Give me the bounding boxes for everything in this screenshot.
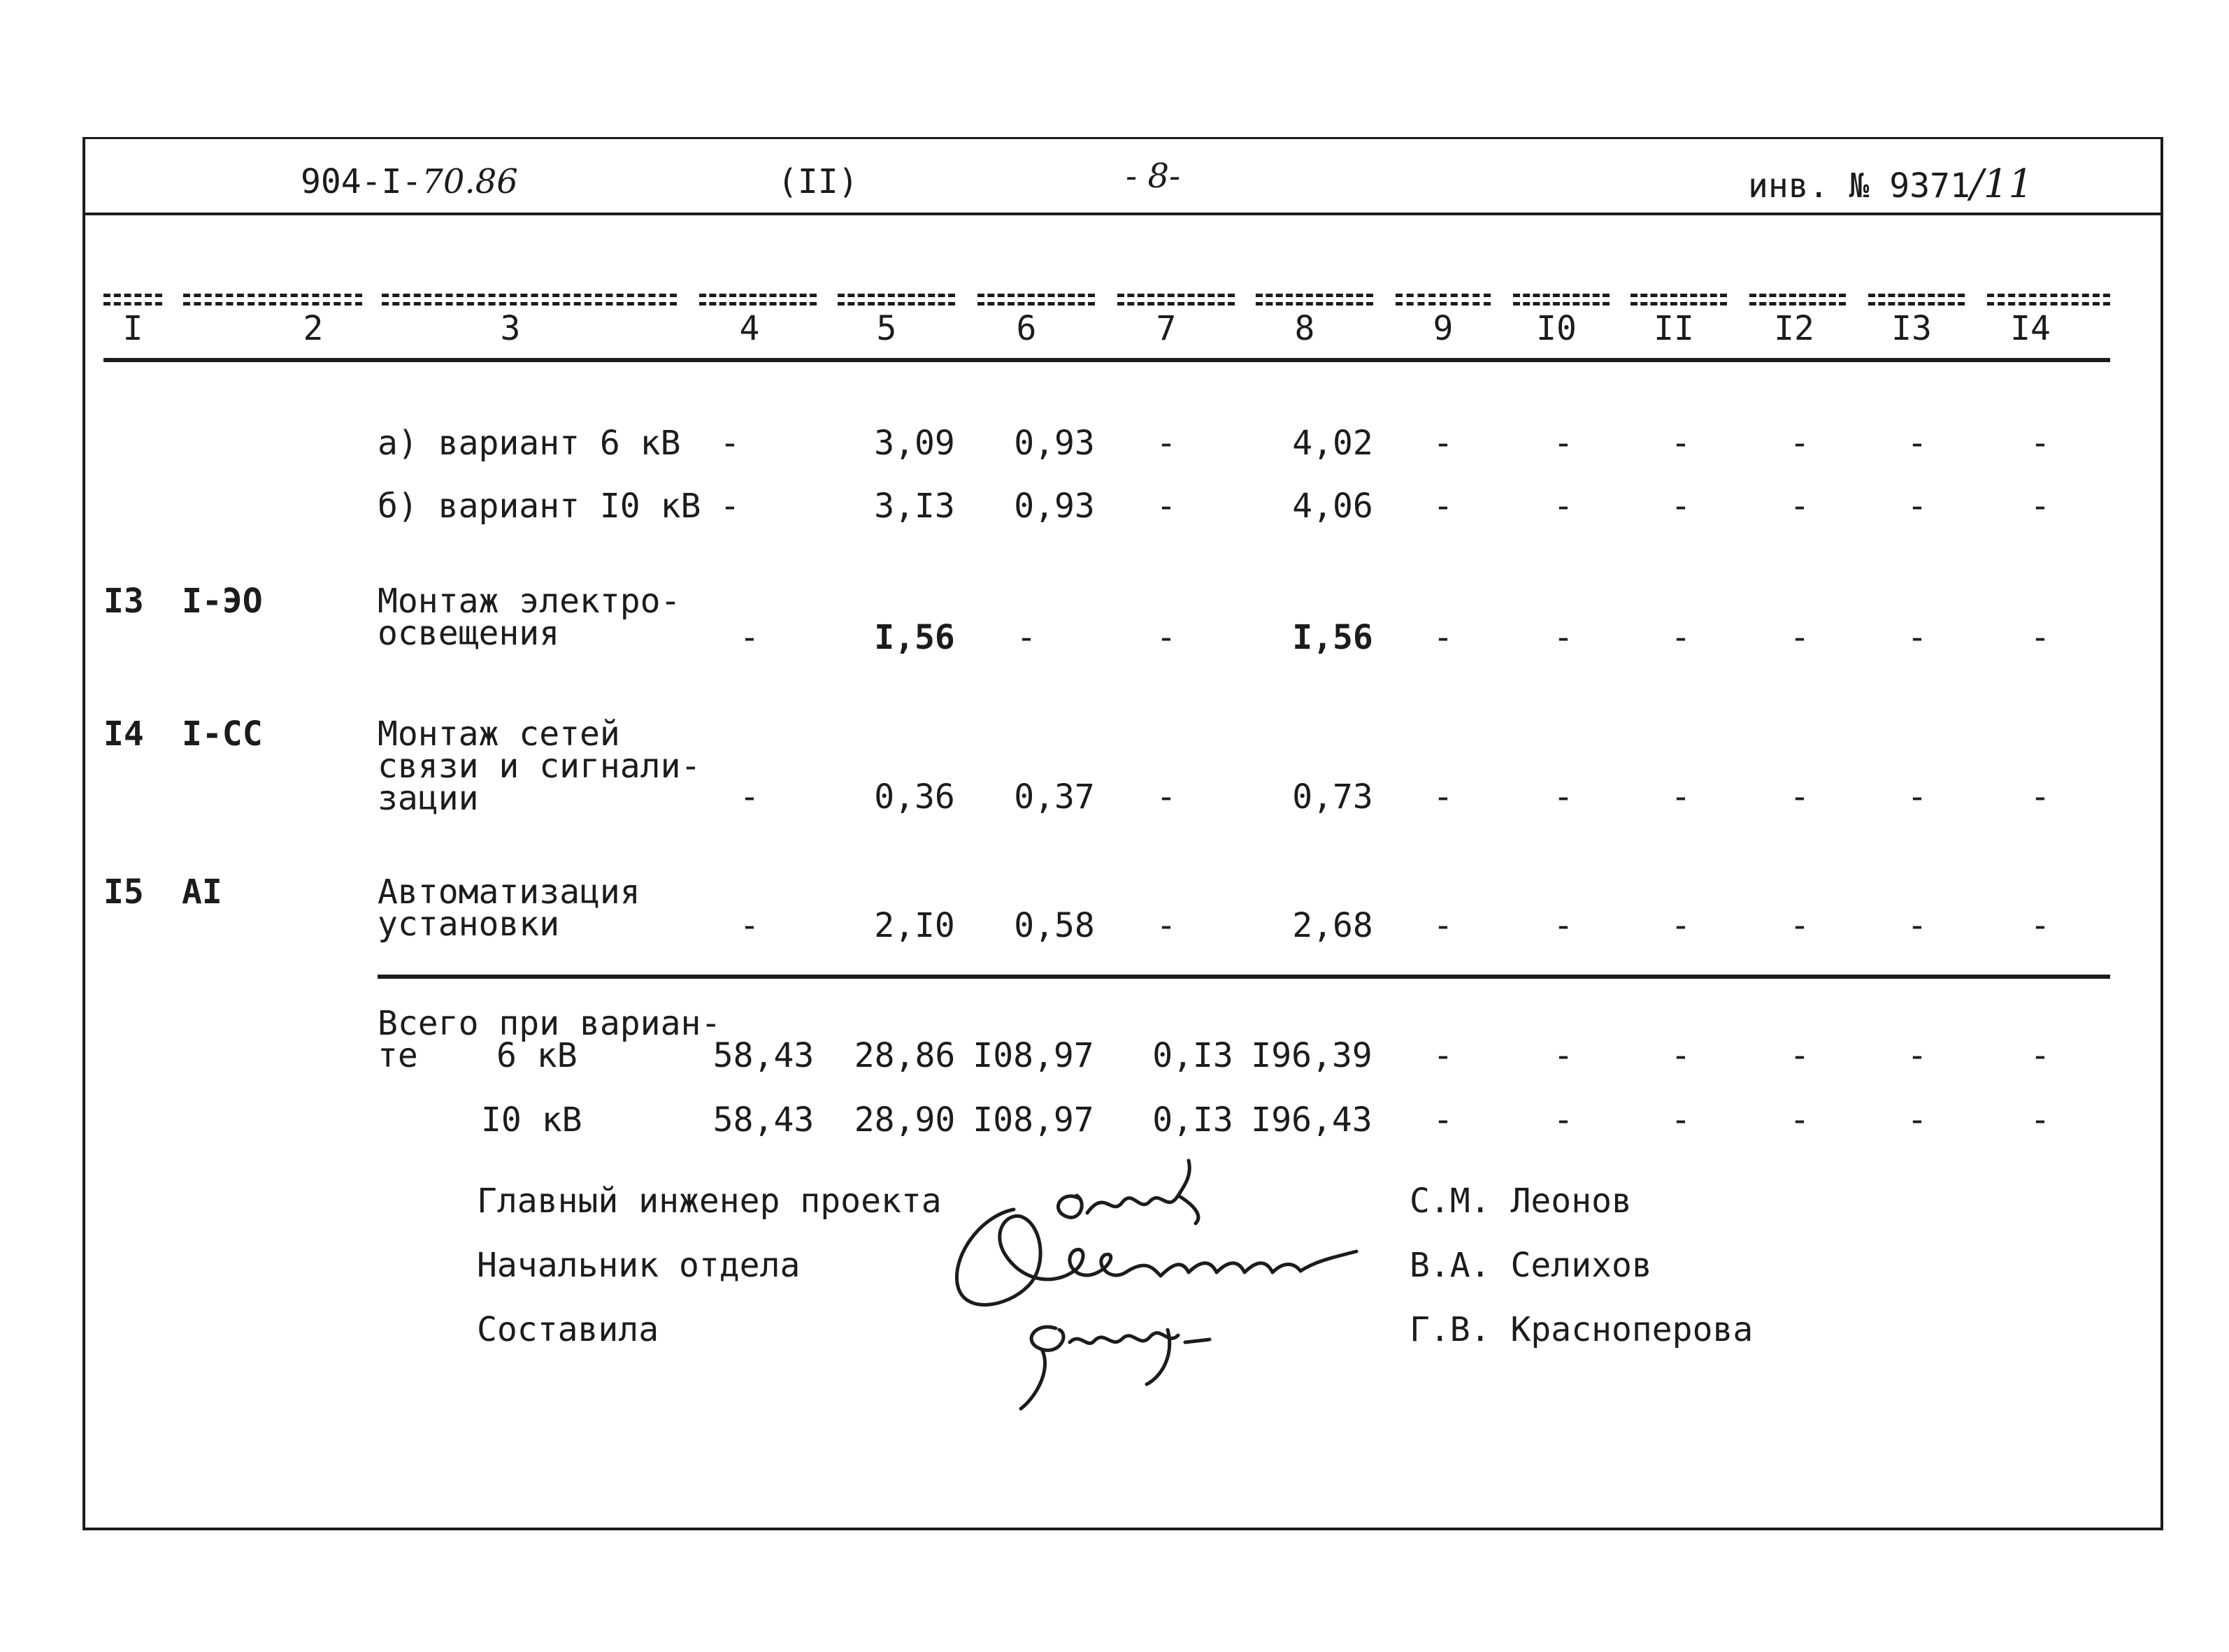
totals-col6: I08,97 [973,1100,1094,1140]
cell-col7: - [1156,906,1177,945]
totals-col9: - [1433,1036,1454,1075]
cell-col13: - [1907,618,1928,657]
signature-name: Г.В. Красноперова [1410,1310,1754,1349]
totals-col6: I08,97 [973,1036,1094,1075]
cell-col11: - [1670,424,1691,463]
column-header-10: I0 [1536,309,1577,348]
totals-col14: - [2030,1036,2051,1075]
cell-col14: - [2030,424,2051,463]
column-header-dash-12 [1749,302,1846,306]
row-name-line: связи и сигнали- [378,747,701,786]
cell-col8: I,56 [1292,618,1373,657]
totals-col8: I96,39 [1251,1036,1372,1075]
totals-col5: 28,86 [854,1036,956,1075]
row-name-line: а) вариант 6 кВ [378,424,681,463]
column-header-dash-2 [183,294,362,297]
cell-col13: - [1907,777,1928,817]
column-header-dash-1 [103,294,162,297]
totals-rule [378,975,2110,979]
totals-label-line2: те [378,1036,418,1075]
column-header-dash-6 [977,294,1095,297]
cell-col10: - [1553,424,1574,463]
column-header-dash-2 [183,302,362,306]
totals-col4: 58,43 [712,1036,815,1075]
cell-col6: 0,58 [1014,906,1095,945]
row-name-line: Монтаж электро- [378,582,681,621]
cell-col11: - [1670,487,1691,526]
column-header-1: I [122,309,143,348]
totals-col13: - [1907,1100,1928,1140]
cell-col10: - [1553,618,1574,657]
column-header-dash-5 [838,294,955,297]
cell-col5: 0,36 [874,777,955,817]
cell-col11: - [1670,618,1691,657]
cell-col11: - [1670,777,1691,817]
column-header-dash-5 [838,302,955,306]
row-name-line: Автоматизация [378,872,640,912]
signature-name: В.А. Селихов [1410,1246,1652,1285]
column-header-14: I4 [2010,309,2051,348]
cell-col9: - [1433,618,1454,657]
row-name-line: зации [378,779,479,818]
totals-col12: - [1789,1100,1810,1140]
column-header-dash-7 [1117,302,1235,306]
cell-col6: 0,37 [1014,777,1095,817]
cell-col6: - [1016,618,1037,657]
totals-col11: - [1670,1100,1691,1140]
row-code: I-СС [182,714,263,754]
signature-name: С.М. Леонов [1410,1181,1632,1221]
totals-col8: I96,43 [1251,1100,1372,1140]
cell-col7: - [1156,487,1177,526]
column-header-dash-8 [1256,302,1373,306]
column-header-dash-11 [1630,302,1727,306]
column-header-11: II [1654,309,1694,348]
cell-col9: - [1433,424,1454,463]
cell-col14: - [2030,487,2051,526]
cell-col4: - [739,618,760,657]
column-header-3: 3 [500,309,521,348]
row-number: I4 [103,714,144,754]
signature-role: Начальник отдела [477,1246,801,1285]
totals-variant: 6 кВ [496,1036,578,1075]
column-header-13: I3 [1891,309,1932,348]
handwritten-signatures [937,1147,1440,1412]
row-name-line: б) вариант I0 кВ [378,487,701,526]
totals-label-line1: Всего при вариан- [378,1004,722,1043]
totals-col4: 58,43 [712,1100,815,1140]
totals-variant: I0 кВ [481,1100,582,1140]
cell-col8: 0,73 [1292,777,1373,817]
column-header-8: 8 [1294,309,1315,348]
column-header-4: 4 [739,309,760,348]
totals-col12: - [1789,1036,1810,1075]
column-header-6: 6 [1016,309,1037,348]
row-code: АI [182,872,222,912]
row-code: I-ЭО [182,582,263,621]
part-number: (II) [777,162,859,201]
cell-col10: - [1553,777,1574,817]
row-name-line: освещения [378,614,560,653]
cell-col13: - [1907,487,1928,526]
totals-col5: 28,90 [854,1100,956,1140]
cell-col8: 2,68 [1292,906,1373,945]
header-rule [83,213,2160,215]
cell-col13: - [1907,906,1928,945]
totals-col7: 0,I3 [1152,1100,1233,1140]
column-header-dash-4 [699,294,817,297]
cell-col12: - [1789,424,1810,463]
cell-col7: - [1156,777,1177,817]
column-header-dash-13 [1868,302,1965,306]
doc-number: 904-I-70.86 [301,162,518,201]
cell-col12: - [1789,906,1810,945]
column-header-7: 7 [1156,309,1177,348]
signature-chief-engineer [1059,1161,1198,1223]
cell-col10: - [1553,487,1574,526]
column-header-12: I2 [1774,309,1814,348]
totals-col10: - [1553,1100,1574,1140]
cell-col5: 2,I0 [874,906,955,945]
column-header-dash-7 [1117,294,1235,297]
cell-col9: - [1433,487,1454,526]
cell-col12: - [1789,487,1810,526]
column-header-dash-9 [1396,294,1491,297]
cell-col12: - [1789,618,1810,657]
signature-compiler [1021,1327,1210,1409]
cell-col14: - [2030,618,2051,657]
row-name-line: установки [378,905,560,944]
cell-col8: 4,06 [1292,487,1373,526]
page-number: - 8- [1126,157,1181,196]
column-header-dash-11 [1630,294,1727,297]
column-header-dash-14 [1987,294,2110,297]
column-header-dash-9 [1396,302,1491,306]
cell-col7: - [1156,618,1177,657]
cell-col14: - [2030,906,2051,945]
row-number: I5 [103,872,144,912]
cell-col12: - [1789,777,1810,817]
column-header-dash-13 [1868,294,1965,297]
column-header-dash-8 [1256,294,1373,297]
cell-col9: - [1433,906,1454,945]
totals-col7: 0,I3 [1152,1036,1233,1075]
cell-col5: 3,I3 [874,487,955,526]
column-header-5: 5 [876,309,897,348]
column-header-dash-12 [1749,294,1846,297]
totals-col11: - [1670,1036,1691,1075]
totals-col9: - [1433,1100,1454,1140]
cell-col5: 3,09 [874,424,955,463]
column-header-dash-14 [1987,302,2110,306]
cell-col4: - [719,424,740,463]
column-header-2: 2 [303,309,324,348]
cell-col5: I,56 [874,618,955,657]
signature-role: Главный инженер проекта [477,1181,942,1221]
cell-col13: - [1907,424,1928,463]
column-header-dash-6 [977,302,1095,306]
cell-col6: 0,93 [1014,424,1095,463]
totals-col13: - [1907,1036,1928,1075]
signature-department-head [956,1209,1356,1305]
cell-col9: - [1433,777,1454,817]
row-name-line: Монтаж сетей [378,714,620,754]
row-number: I3 [103,582,144,621]
cell-col6: 0,93 [1014,487,1095,526]
inventory-number: инв. № 9371/11 [1748,161,2034,207]
cell-col7: - [1156,424,1177,463]
column-header-dash-10 [1513,302,1610,306]
cell-col4: - [739,906,760,945]
column-header-dash-4 [699,302,817,306]
cell-col10: - [1553,906,1574,945]
cell-col4: - [719,487,740,526]
column-header-dash-3 [382,294,677,297]
column-header-dash-10 [1513,294,1610,297]
totals-col10: - [1553,1036,1574,1075]
totals-col14: - [2030,1100,2051,1140]
cell-col8: 4,02 [1292,424,1373,463]
cell-col11: - [1670,906,1691,945]
column-header-dash-1 [103,302,162,306]
cell-col4: - [739,777,760,817]
cell-col14: - [2030,777,2051,817]
column-header-dash-3 [382,302,677,306]
header-bottom-rule [103,358,2110,362]
column-header-9: 9 [1433,309,1454,348]
signature-role: Составила [477,1310,659,1349]
